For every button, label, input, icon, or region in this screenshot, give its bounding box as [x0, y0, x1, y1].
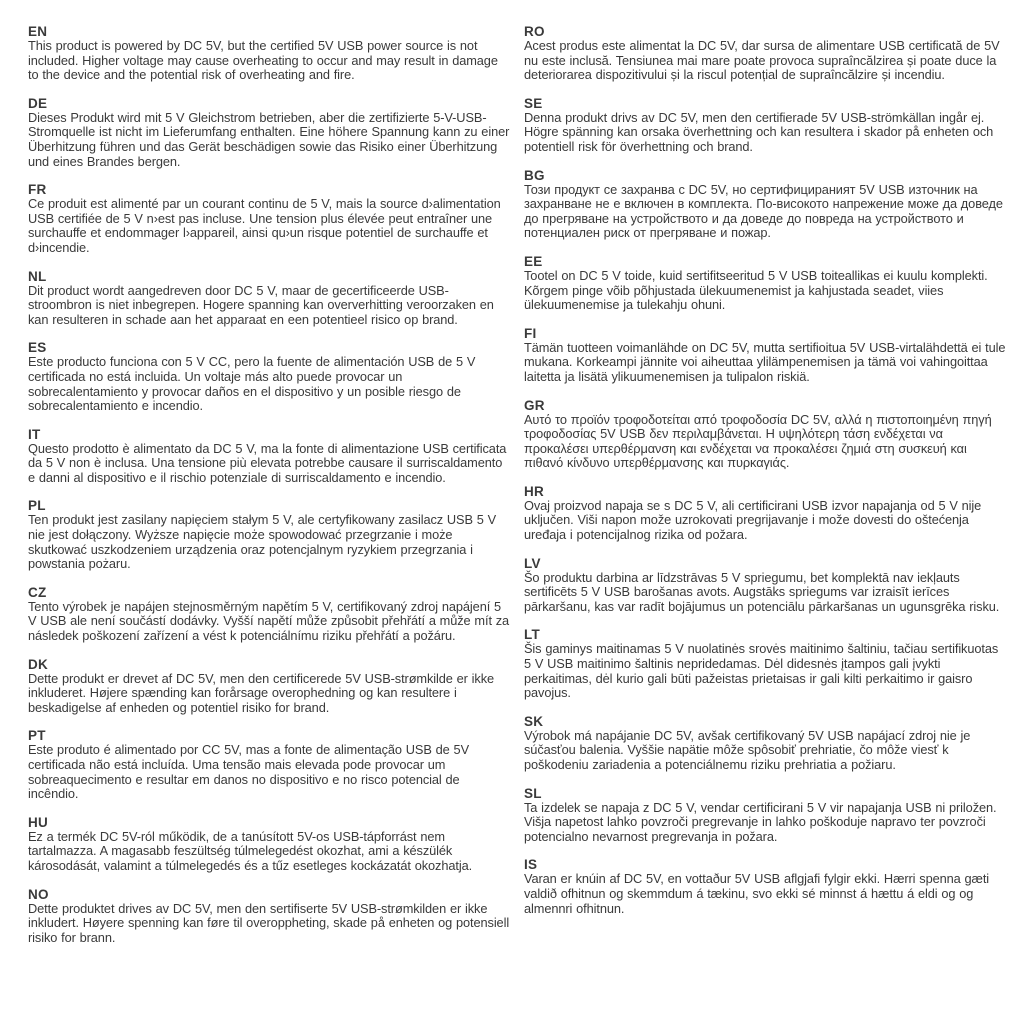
column-right	[524, 24, 1006, 1024]
language-code-label: PT	[28, 728, 46, 744]
language-block	[524, 484, 1006, 543]
language-code-label: CZ	[28, 584, 47, 600]
language-block	[28, 887, 510, 946]
language-warning-text: Ez a termék DC 5V-ról működik, de a tanúsított 5V-os USB-tápforrást nem tartalmazza. A magasabb feszültség túlmelegedést okozhat, ami a készülék károsodását, valamint a túlmelegedés és a tűz esetleges kockázatát okozhatja.	[28, 828, 473, 873]
language-code-label: ES	[28, 340, 47, 356]
language-warning-text: Výrobok má napájanie DC 5V, avšak certifikovaný 5V USB napájací zdroj nie je súčasťou balenia. Vyššie napätie môže spôsobiť prehriatie, čo môže viesť k poškodeniu zariadenia a potenciálnemu riziku prehriatia a požiaru.	[524, 727, 971, 772]
language-block	[28, 96, 510, 169]
language-warning-text: Tämän tuotteen voimanlähde on DC 5V, mutta sertifioitua 5V USB-virtalähdettä ei tule mukana. Korkeampi jännite voi aiheuttaa ylilämpenemisen ja tämä voi vahingoittaa laitetta ja lisätä ylikuumenemisen ja tulipalon riskiä.	[524, 339, 1006, 384]
language-code-label: GR	[524, 397, 545, 413]
language-warning-text: Questo prodotto è alimentato da DC 5 V, ma la fonte di alimentazione USB certificata da 5 V non è inclusa. Una tensione più elevata potrebbe causare il surriscaldamento e danni al dispositivo e il rischio potenziale di surriscaldamento e incendio.	[28, 440, 507, 485]
language-code-label: IT	[28, 426, 41, 442]
language-warning-text: Dieses Produkt wird mit 5 V Gleichstrom betrieben, aber die zertifizierte 5-V-USB-Stromquelle ist nicht im Lieferumfang enthalten. Eine höhere Spannung kann zu einer Überhitzung führen und das Gerät beschädigen sowie das Risiko einer Überhitzung und eines Brandes bergen.	[28, 109, 510, 169]
language-code-label: IS	[524, 857, 538, 873]
language-code-label: FI	[524, 325, 537, 341]
language-warning-text: Αυτό το προϊόν τροφοδοτείται από τροφοδοσία DC 5V, αλλά η πιστοποιημένη πηγή τροφοδοσίας 5V USB δεν περιλαμβάνεται. Η υψηλότερη τάση ενδέχεται να προκαλέσει υπερθέρμανση και ενδέχεται να προκαλέσει ζημιά στη συσκευή και πιθανό κίνδυνο υπερθέρμανσης και πυρκαγιάς.	[524, 411, 992, 471]
language-code-label: EE	[524, 253, 543, 269]
language-warning-text: Denna produkt drivs av DC 5V, men den certifierade 5V USB-strömkällan ingår ej. Högre spänning kan orsaka överhettning och kan resultera i skador på enheten och potentiell risk för överhettning och brand.	[524, 109, 994, 154]
language-warning-text: Varan er knúin af DC 5V, en vottaður 5V USB aflgjafi fylgir ekki. Hærri spenna gæti valdið ofhitnun og skemmdum á tækinu, svo ekki sé minnst á hættu á eldi og og almennri ofhitnun.	[524, 871, 990, 916]
language-block	[524, 786, 1006, 845]
language-warning-text: Este produto é alimentado por CC 5V, mas a fonte de alimentação USB de 5V certificada não está incluída. Uma tensão mais elevada pode provocar um sobreaquecimento e resultar em danos no dispositivo e no risco potencial de incêndio.	[28, 742, 470, 802]
language-block	[524, 326, 1006, 385]
language-warning-text: Ce produit est alimenté par un courant continu de 5 V, mais la source d›alimentation USB certifiée de 5 V n›est pas incluse. Une tension plus élevée peut entraîner une surchauffe et endommager l›appareil, ainsi qu›un risque potentiel de surchauffe et d›incendie.	[28, 196, 501, 255]
language-warning-text: Ten produkt jest zasilany napięciem stałym 5 V, ale certyfikowany zasilacz USB 5 V nie jest dołączony. Wyższe napięcie może spowodować przegrzanie i może skutkować uszkodzeniem urządzenia oraz potencjalnym ryzykiem przegrzania i powstania pożaru.	[28, 512, 497, 572]
language-warning-text: Tootel on DC 5 V toide, kuid sertifitseeritud 5 V USB toiteallikas ei kuulu komplekti. Kõrgem pinge võib põhjustada ülekuumenemist ja kahjustada seadet, viies ülekuumenemise ja tulekahju ohuni.	[524, 267, 988, 313]
language-code-label: PL	[28, 498, 46, 514]
language-code-label: SE	[524, 95, 543, 111]
language-code-label: HR	[524, 483, 544, 499]
language-warning-text: Dette produktet drives av DC 5V, men den sertifiserte 5V USB-strømkilden er ikke inkludert. Høyere spenning kan føre til overoppheting, skade på enheten og potensiell risiko for brann.	[28, 900, 510, 945]
language-code-label: NL	[28, 268, 47, 284]
language-block	[28, 728, 510, 801]
language-code-label: DK	[28, 656, 48, 672]
language-block	[524, 168, 1006, 241]
language-warning-text: Šis gaminys maitinamas 5 V nuolatinės srovės maitinimo šaltiniu, tačiau sertifikuotas 5 V USB maitinimo šaltinis nepridedamas. Dėl didesnės įtampos gali įvykti perkaitimas, dėl kurio gali būti pažeistas prietaisas ir gali kilti perkaitimo ir gaisro pavojus.	[524, 641, 999, 701]
language-block	[28, 24, 510, 83]
language-block	[524, 24, 1006, 83]
language-block	[28, 585, 510, 644]
language-warning-text: Este producto funciona con 5 V CC, pero la fuente de alimentación USB de 5 V certificada no está incluida. Un voltaje más alto puede provocar un sobrecalentamiento y provocar daños en el dispositivo y un posible riesgo de sobrecalentamiento e incendio.	[28, 354, 476, 414]
language-block	[28, 498, 510, 571]
language-block	[524, 857, 1006, 916]
language-block	[524, 398, 1006, 471]
language-block	[524, 556, 1006, 615]
language-block	[524, 254, 1006, 313]
language-code-label: FR	[28, 182, 47, 198]
language-warning-text: Ta izdelek se napaja z DC 5 V, vendar certificirani 5 V vir napajanja USB ni priložen. Višja napetost lahko povzroči pregrevanje in lahko poškoduje napravo ter povzroči potencialno nevarnost pregrevanja in požara.	[524, 799, 997, 844]
language-warning-text: Този продукт се захранва с DC 5V, но сертифицираният 5V USB източник на захранване не е включен в комплекта. По-високото напрежение може да доведе до прегряване на устройството и да доведе до повреда на устройството и потенциален риск от прегряване и пожар.	[524, 181, 1003, 241]
language-block	[524, 627, 1006, 700]
language-block	[28, 182, 510, 255]
language-warning-text: Acest produs este alimentat la DC 5V, dar sursa de alimentare USB certificată de 5V nu este inclusă. Tensiunea mai mare poate provoca supraîncălzirea și poate duce la deteriorarea dispozitivului și la riscul potențial de supraîncălzire și incendiu.	[524, 38, 1000, 83]
language-warning-text: Tento výrobek je napájen stejnosměrným napětím 5 V, certifikovaný zdroj napájení 5 V USB ale není součástí dodávky. Vyšší napětí může způsobit přehřátí a může mít za následek poškození zařízení a vést k potenciálnímu riziku přehřátí a požáru.	[28, 598, 510, 644]
language-code-label: NO	[28, 886, 49, 902]
language-warning-text: Ovaj proizvod napaja se s DC 5 V, ali certificirani USB izvor napajanja od 5 V nije uključen. Viši napon može uzrokovati pregrijavanje i može dovesti do oštećenja uređaja i potencijalnog rizika od požara.	[524, 497, 982, 543]
language-code-label: SK	[524, 713, 544, 729]
language-warning-text: Šo produktu darbina ar līdzstrāvas 5 V spriegumu, bet komplektā nav iekļauts sertificēts 5 V USB barošanas avots. Augstāks spriegums var izraisīt ierīces pārkaršanu, kas var radīt bojājumus un potenciālu pārkaršanas un ugunsgrēka risku.	[524, 569, 1000, 614]
column-left	[28, 24, 510, 1024]
language-code-label: LV	[524, 555, 541, 571]
language-code-label: HU	[28, 814, 48, 830]
language-warning-text: This product is powered by DC 5V, but the certified 5V USB power source is not included. Higher voltage may cause overheating to occur and may result in damage to the device and the potential risk of overheating and fire.	[28, 38, 498, 83]
language-code-label: EN	[28, 24, 48, 39]
language-warning-text: Dette produkt er drevet af DC 5V, men den certificerede 5V USB-strømkilde er ikke inkluderet. Højere spænding kan forårsage overophedning og kan resultere i beskadigelse af enheden og potentiel risiko for brand.	[28, 670, 495, 715]
language-warning-text: Dit product wordt aangedreven door DC 5 V, maar de gecertificeerde USB-stroombron is niet inbegrepen. Hogere spanning kan oververhitting veroorzaken en kan resulteren in schade aan het apparaat en een potentieel risico op brand.	[28, 282, 494, 327]
language-block	[28, 269, 510, 328]
language-code-label: LT	[524, 627, 540, 643]
language-code-label: DE	[28, 95, 48, 111]
language-block	[524, 714, 1006, 773]
language-code-label: SL	[524, 785, 542, 801]
language-block	[28, 340, 510, 413]
language-block	[28, 427, 510, 486]
language-code-label: RO	[524, 24, 545, 39]
language-block	[28, 815, 510, 874]
language-code-label: BG	[524, 167, 545, 183]
language-block	[28, 657, 510, 716]
language-block	[524, 96, 1006, 155]
